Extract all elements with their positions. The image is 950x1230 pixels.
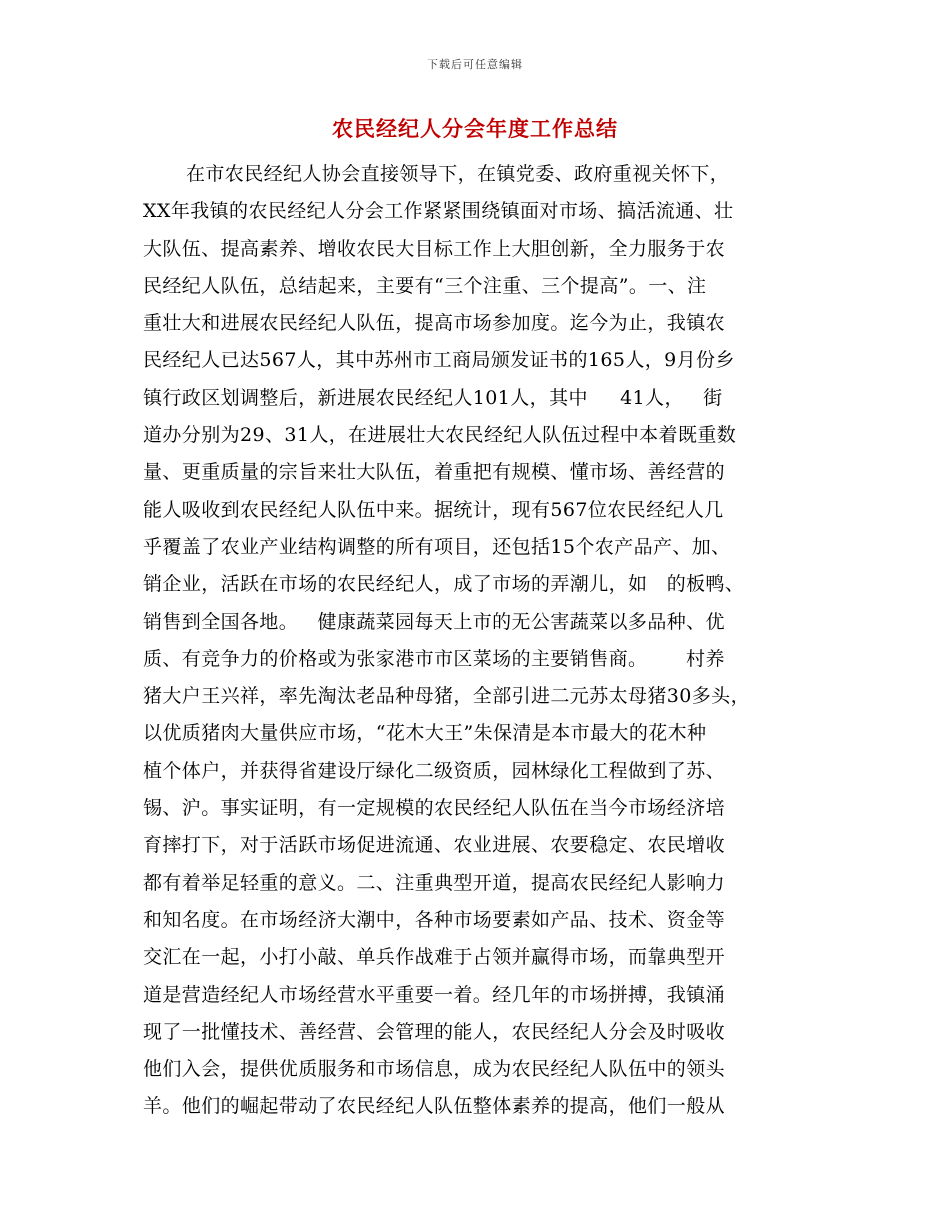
body-line: 锡、沪。事实证明，有一定规模的农民经纪人队伍在当今市场经济培 — [143, 797, 726, 820]
body-line: XX年我镇的农民经纪人分会工作紧紧围绕镇面对市场、搞活流通、壮 — [143, 200, 734, 223]
body-line: 猪大户王兴祥，率先淘汰老品种母猪，全部引进二元苏太母猪30多头， — [143, 685, 750, 708]
body-line: 道是营造经纪人市场经营水平重要一着。经几年的市场拼搏，我镇涌 — [143, 983, 726, 1006]
document-title: 农民经纪人分会年度工作总结 — [332, 116, 618, 141]
body-line: 民经纪人已达567人，其中苏州市工商局颁发证书的165人，9月份乡 — [143, 349, 735, 372]
body-line: 量、更重质量的宗旨来壮大队伍，着重把有规模、懂市场、善经营的 — [143, 461, 726, 484]
body-line: 现了一批懂技术、善经营、会管理的能人，农民经纪人分会及时吸收 — [143, 1020, 726, 1043]
body-line: 以优质猪肉大量供应市场，“花木大王”朱保清是本市最大的花木种 — [143, 722, 707, 745]
body-line: 交汇在一起，小打小敲、单兵作战难于占领并赢得市场，而靠典型开 — [143, 946, 726, 969]
body-line: 羊。他们的崛起带动了农民经纪人队伍整体素养的提高，他们一般从 — [143, 1095, 726, 1118]
body-line: 销售到全国各地。 健康蔬菜园每天上市的无公害蔬菜以多品种、优 — [143, 610, 725, 633]
body-line: 都有着举足轻重的意义。二、注重典型开道，提高农民经纪人影响力 — [143, 871, 726, 894]
body-line: 销企业，活跃在市场的农民经纪人，成了市场的弄潮儿，如 的板鸭、 — [143, 573, 745, 596]
body-line: 他们入会，提供优质服务和市场信息，成为农民经纪人队伍中的领头 — [143, 1058, 726, 1081]
header-note: 下载后可任意编辑 — [427, 58, 523, 71]
body-line: 道办分别为29、31人，在进展壮大农民经纪人队伍过程中本着既重数 — [143, 424, 737, 447]
body-line: 大队伍、提高素养、增收农民大目标工作上大胆创新，全力服务于农 — [143, 237, 726, 260]
document-body — [143, 156, 823, 1126]
body-line: 民经纪人队伍，总结起来，主要有“三个注重、三个提高”。一、注 — [143, 274, 707, 297]
body-line: 镇行政区划调整后，新进展农民经纪人101人，其中 41人， 街 — [143, 386, 723, 409]
body-line: 乎覆盖了农业产业结构调整的所有项目，还包括15个农产品产、加、 — [143, 535, 731, 558]
body-line: 和知名度。在市场经济大潮中，各种市场要素如产品、技术、资金等 — [143, 908, 726, 931]
body-line: 植个体户，并获得省建设厅绿化二级资质，园林绿化工程做到了苏、 — [143, 759, 726, 782]
body-line: 重壮大和进展农民经纪人队伍，提高市场参加度。迄今为止，我镇农 — [143, 312, 726, 335]
body-line: 能人吸收到农民经纪人队伍中来。据统计，现有567位农民经纪人几 — [143, 498, 724, 521]
body-line: 育摔打下，对于活跃市场促进流通、农业进展、农要稳定、农民增收 — [143, 834, 726, 857]
body-line: 质、有竞争力的价格或为张家港市市区菜场的主要销售商。 村养 — [143, 647, 725, 670]
body-line: 在市农民经纪人协会直接领导下，在镇党委、政府重视关怀下， — [186, 163, 730, 185]
